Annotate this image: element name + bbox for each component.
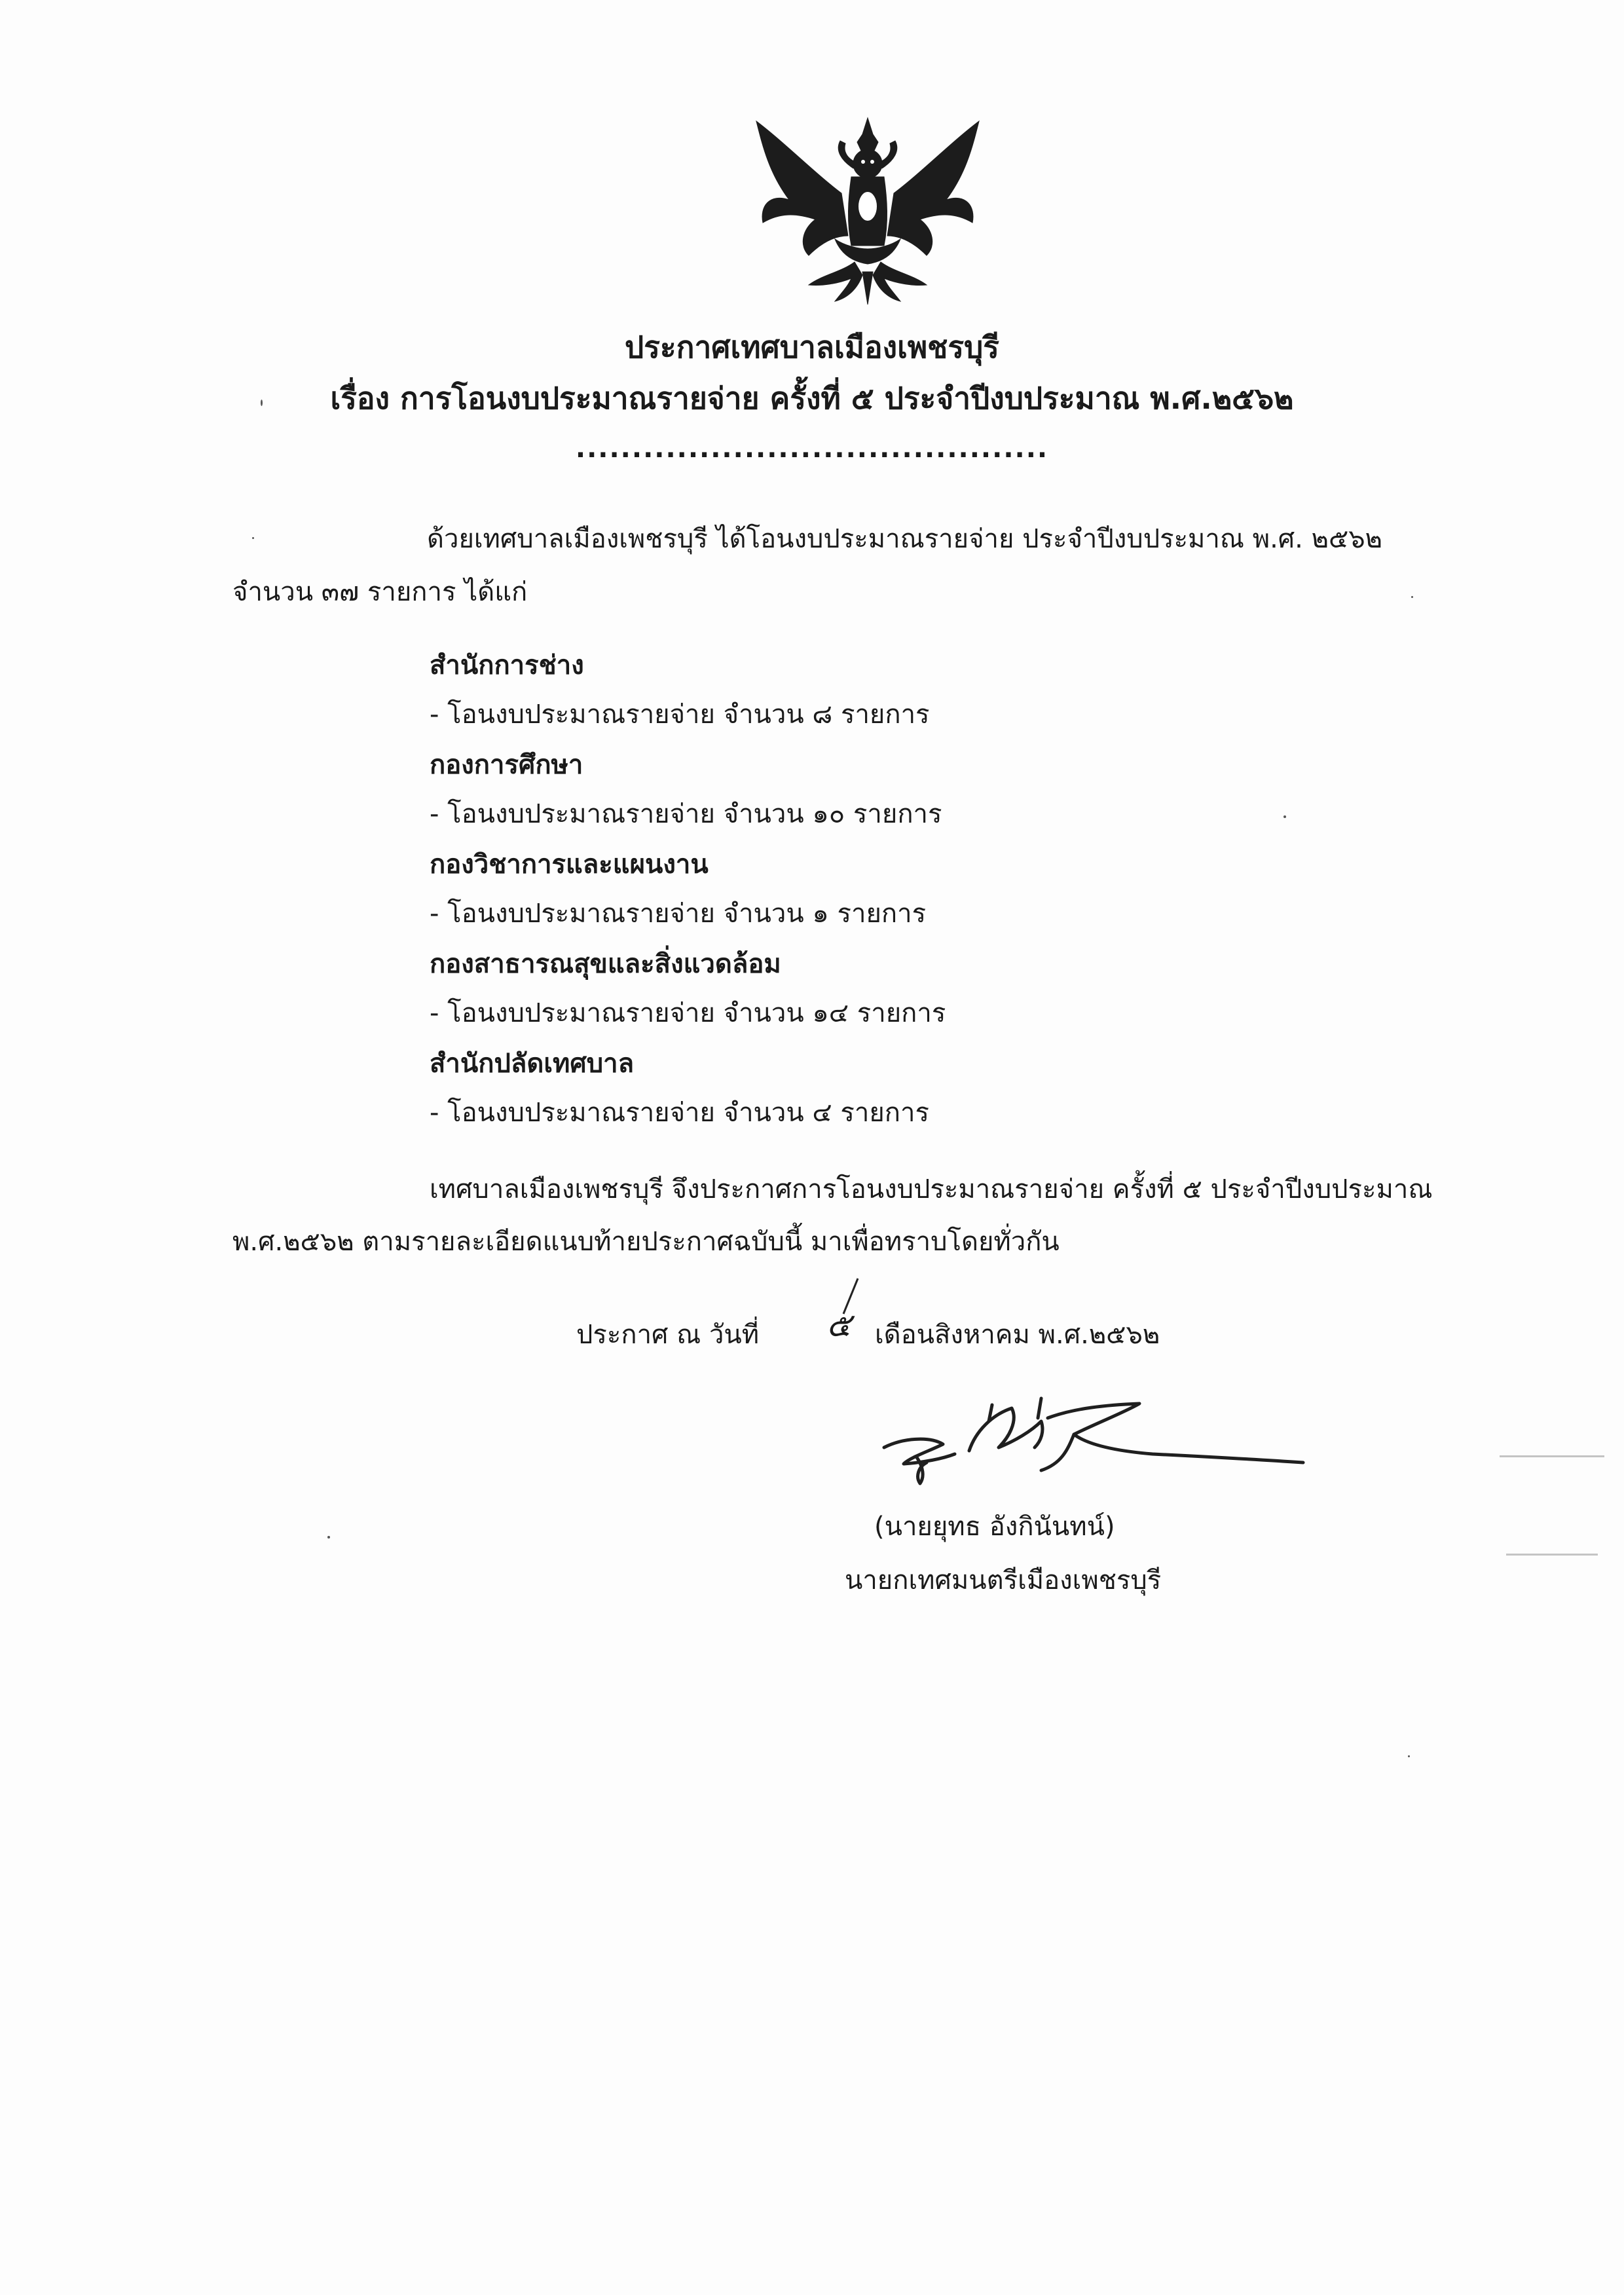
intro-line-2: จำนวน ๓๗ รายการ ได้แก่ xyxy=(232,577,528,607)
scan-speck xyxy=(1408,1755,1410,1757)
date-suffix: เดือนสิงหาคม พ.ศ.๒๕๖๒ xyxy=(875,1320,1160,1350)
signer-name: (นายยุทธ อังกินันทน์) xyxy=(874,1512,1115,1542)
title-separator: .......................................... xyxy=(575,434,1049,464)
department-detail: - โอนงบประมาณรายจ่าย จำนวน ๘ รายการ xyxy=(430,700,930,730)
department-name: กองวิชาการและแผนงาน xyxy=(430,849,709,880)
date-prefix: ประกาศ ณ วันที่ xyxy=(576,1320,760,1350)
scan-edge-mark xyxy=(1500,1455,1604,1457)
date-tick-mark xyxy=(838,1277,864,1316)
department-detail: - โอนงบประมาณรายจ่าย จำนวน ๑๔ รายการ xyxy=(430,998,946,1028)
document-title: ประกาศเทศบาลเมืองเพชรบุรี xyxy=(625,329,999,365)
scan-speck xyxy=(327,1536,330,1539)
closing-line-1: เทศบาลเมืองเพชรบุรี จึงประกาศการโอนงบประมาณรายจ่าย ครั้งที่ ๕ ประจำปีงบประมาณ xyxy=(430,1174,1433,1204)
department-detail: - โอนงบประมาณรายจ่าย จำนวน ๑๐ รายการ xyxy=(430,799,942,829)
document-subject: เรื่อง การโอนงบประมาณรายจ่าย ครั้งที่ ๕ ประจำปีงบประมาณ พ.ศ.๒๕๖๒ xyxy=(330,381,1294,416)
scan-speck xyxy=(1283,815,1286,818)
department-name: กองสาธารณสุขและสิ่งแวดล้อม xyxy=(430,949,781,979)
handwritten-signature-icon xyxy=(877,1385,1310,1497)
signer-title: นายกเทศมนตรีเมืองเพชรบุรี xyxy=(845,1565,1162,1595)
department-name: กองการศึกษา xyxy=(430,750,583,780)
department-detail: - โอนงบประมาณรายจ่าย จำนวน ๔ รายการ xyxy=(430,1098,929,1128)
department-name: สำนักการช่าง xyxy=(430,650,584,681)
department-name: สำนักปลัดเทศบาล xyxy=(430,1049,635,1079)
scan-speck xyxy=(252,537,254,539)
date-day: ๕ xyxy=(826,1306,851,1344)
closing-line-2: พ.ศ.๒๕๖๒ ตามรายละเอียดแนบท้ายประกาศฉบับนี้ มาเพื่อทราบโดยทั่วกัน xyxy=(232,1227,1060,1257)
scan-speck xyxy=(1411,596,1413,598)
department-detail: - โอนงบประมาณรายจ่าย จำนวน ๑ รายการ xyxy=(430,899,927,929)
intro-line-1: ด้วยเทศบาลเมืองเพชรบุรี ได้โอนงบประมาณรายจ่าย ประจำปีงบประมาณ พ.ศ. ๒๕๖๒ xyxy=(427,524,1383,554)
garuda-emblem-icon xyxy=(743,115,992,305)
scan-speck xyxy=(261,400,263,406)
scan-edge-mark xyxy=(1506,1554,1598,1556)
